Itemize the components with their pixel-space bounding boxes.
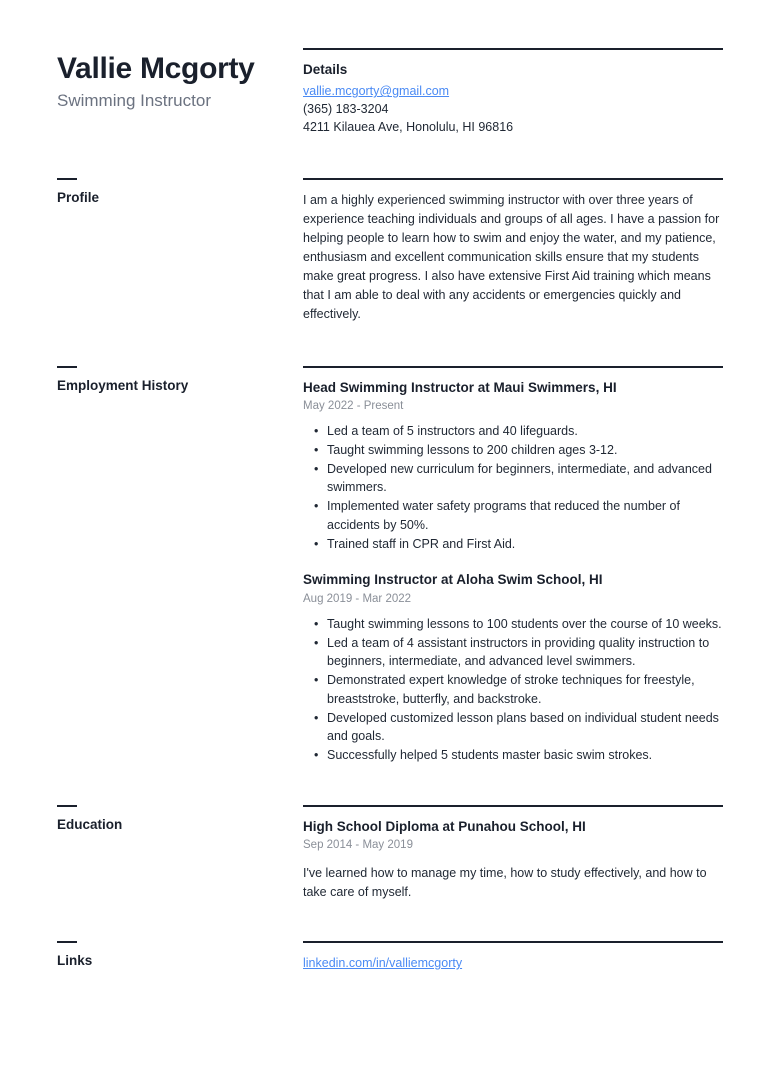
spacer-education bbox=[57, 765, 723, 805]
identity-block bbox=[57, 48, 297, 111]
spacer-employment bbox=[57, 324, 723, 366]
employment-entry-title: Head Swimming Instructor at Maui Swimmers, HI bbox=[303, 379, 617, 395]
details-phone: (365) 183-3204 bbox=[303, 102, 389, 117]
employment-entry-bullets bbox=[303, 615, 723, 765]
links-list bbox=[303, 954, 723, 972]
education-divider bbox=[303, 805, 723, 807]
details-divider bbox=[303, 48, 723, 50]
employment-entry-bullets bbox=[303, 422, 723, 553]
education-entry bbox=[303, 818, 723, 902]
education-entry-note: I've learned how to manage my time, how to study effectively, and how to take care of myself. bbox=[303, 866, 707, 900]
employment-label-col bbox=[57, 366, 297, 395]
employment-label-rule bbox=[57, 366, 77, 368]
candidate-job-title: Swimming Instructor bbox=[57, 91, 211, 110]
list-item: • Developed new curriculum for beginners, intermediate, and advanced swimmers. bbox=[327, 460, 723, 498]
list-item: • Demonstrated expert knowledge of stroke techniques for freestyle, breaststroke, butterfly, and backstroke. bbox=[327, 671, 723, 709]
links-label-col bbox=[57, 941, 297, 970]
profile-text: I am a highly experienced swimming instructor with over three years of experience teaching individuals and groups of all ages. I have a passion for helping people to learn how to swim and enjoy the water, and my patience, enthusiasm and excellent communication skills ensure that my students make great progress. I also have extensive First Aid training which means that I am able to deal with any accidents or emergencies quickly and effectively. bbox=[303, 192, 720, 321]
email-link[interactable]: vallie.mcgorty@gmail.com bbox=[303, 84, 450, 99]
linkedin-link[interactable]: linkedin.com/in/valliemcgorty bbox=[303, 956, 463, 971]
employment-entry-title: Swimming Instructor at Aloha Swim School, HI bbox=[303, 572, 603, 588]
employment-entry bbox=[303, 379, 723, 554]
list-item: • Successfully helped 5 students master basic swim strokes. bbox=[327, 746, 723, 765]
links-label: Links bbox=[57, 953, 93, 969]
employment-entry bbox=[303, 571, 723, 764]
profile-label: Profile bbox=[57, 189, 100, 205]
list-item: • Taught swimming lessons to 200 children ages 3-12. bbox=[327, 441, 723, 460]
resume-header bbox=[57, 48, 723, 137]
profile-body-col bbox=[297, 178, 723, 324]
list-item: • Taught swimming lessons to 100 students over the course of 10 weeks. bbox=[327, 615, 723, 634]
education-entry-date: Sep 2014 - May 2019 bbox=[303, 839, 413, 851]
links-body-col bbox=[297, 941, 723, 972]
list-item: • Trained staff in CPR and First Aid. bbox=[327, 535, 723, 554]
employment-body-col bbox=[297, 366, 723, 765]
employment-entry-date: Aug 2019 - Mar 2022 bbox=[303, 592, 412, 605]
profile-label-col bbox=[57, 178, 297, 207]
profile-label-rule bbox=[57, 178, 77, 180]
details-email-row bbox=[303, 82, 723, 100]
details-heading: Details bbox=[303, 62, 348, 77]
education-label-col bbox=[57, 805, 297, 834]
spacer-profile bbox=[57, 137, 723, 178]
links-label-rule bbox=[57, 941, 77, 943]
list-item: • Led a team of 5 instructors and 40 lifeguards. bbox=[327, 422, 723, 441]
profile-divider bbox=[303, 178, 723, 180]
education-section bbox=[57, 805, 723, 902]
spacer-links bbox=[57, 902, 723, 941]
education-body-col bbox=[297, 805, 723, 902]
employment-label: Employment History bbox=[57, 377, 189, 393]
details-section bbox=[297, 48, 723, 137]
list-item: • Implemented water safety programs that reduced the number of accidents by 50%. bbox=[327, 497, 723, 535]
list-item: • Developed customized lesson plans based on individual student needs and goals. bbox=[327, 709, 723, 747]
education-label-rule bbox=[57, 805, 77, 807]
employment-entry-date: May 2022 - Present bbox=[303, 399, 404, 412]
education-entry-title: High School Diploma at Punahou School, HI bbox=[303, 818, 586, 834]
links-section bbox=[57, 941, 723, 972]
candidate-name: Vallie Mcgorty bbox=[57, 52, 255, 85]
employment-section bbox=[57, 366, 723, 765]
profile-section bbox=[57, 178, 723, 324]
list-item: • Led a team of 4 assistant instructors in providing quality instruction to beginners, intermediate, and advanced level swimmers. bbox=[327, 634, 723, 672]
details-address: 4211 Kilauea Ave, Honolulu, HI 96816 bbox=[303, 120, 514, 135]
links-divider bbox=[303, 941, 723, 943]
employment-divider bbox=[303, 366, 723, 368]
education-label: Education bbox=[57, 816, 123, 832]
